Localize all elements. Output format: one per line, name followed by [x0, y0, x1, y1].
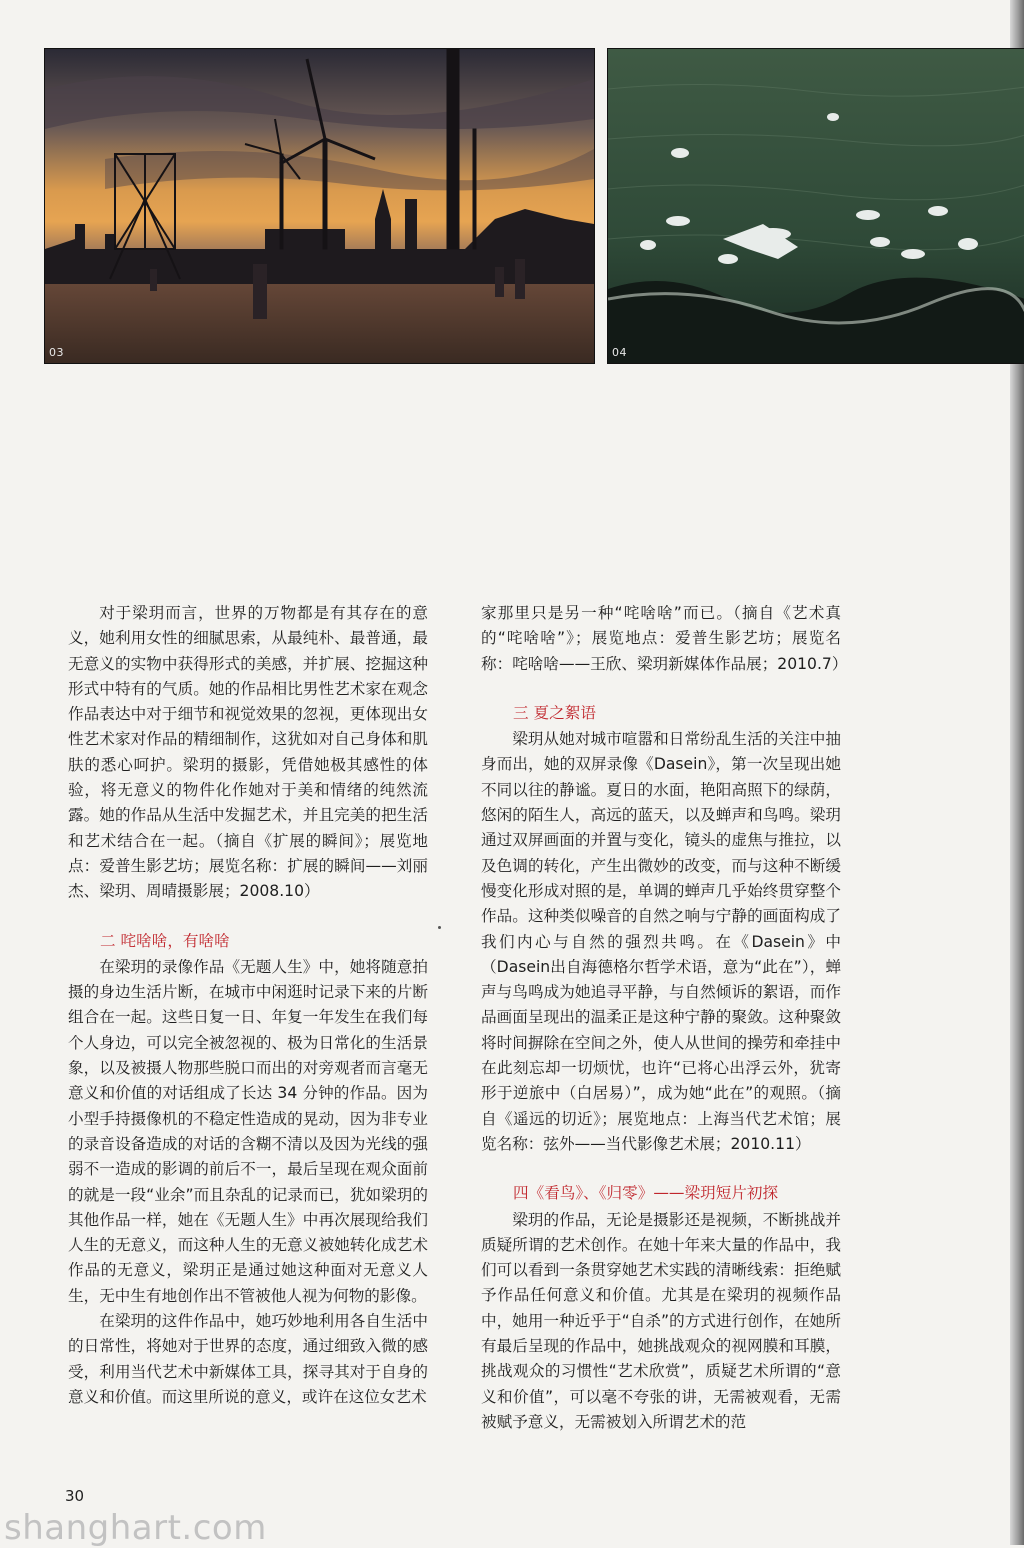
photo-amusement-park: [44, 48, 595, 364]
photo-seagulls: [607, 48, 1024, 364]
section-heading: 三 夏之絮语: [513, 703, 596, 722]
paragraph: 梁玥的作品，无论是摄影还是视频，不断挑战并质疑所谓的艺术创作。在她十年来大量的作品中，我们可以看到一条贯穿她艺术实践的清晰线索：拒绝赋予作品任何意义和价值。尤其是在梁玥的视频作品中，她用一种近乎于“自杀”的方式进行创作，在她所有最后呈现的作品中，她挑战观众的视网膜和耳膜，挑战观众的习惯性“艺术欣赏”，质疑艺术所谓的“意义和价值”，可以毫不夸张的讲，无需被观看，无需被赋予意义，无需被划入所谓艺术的范: [481, 1210, 841, 1431]
page-number: 30: [65, 1487, 85, 1505]
watermark: shanghart.com: [4, 1508, 267, 1548]
paragraph: 对于梁玥而言，世界的万物都是有其存在的意义，她利用女性的细腻思索，从最纯朴、最普通，最无意义的实物中获得形式的美感，并扩展、挖掘这种形式中特有的气质。她的作品相比男性艺术家在观念作品表达中对于细节和视觉效果的忽视，更体现出女性艺术家对作品的精细制作，这犹如对自己身体和肌肤的悉心呵护。梁玥的摄影，凭借她极其感性的体验，将无意义的物件化作她对于美和情绪的纯然流露。她的作品从生活中发掘艺术，并且完美的把生活和艺术结合在一起。（摘自《扩展的瞬间》；展览地点：爱普生影艺坊；展览名称：扩展的瞬间——刘丽杰、梁玥、周晴摄影展；2008.10）: [68, 604, 428, 901]
paragraph: 在梁玥的这件作品中，她巧妙地利用各自生活中的日常性，将她对于世界的态度，通过细致入微的感受，利用当代艺术中新媒体工具，探寻其对于自身的意义和价值。而这里所说的意义，或许在这位女艺术: [68, 1312, 428, 1406]
paragraph-continued: 家那里只是另一种“咤啥啥”而已。（摘自《艺术真的“咤啥啥”》；展览地点：爱普生影艺坊；展览名称：咤啥啥——王欣、梁玥新媒体作品展；2010.7）: [481, 604, 848, 673]
text-column-right: [481, 601, 848, 1435]
paragraph: 梁玥从她对城市喧嚣和日常纷乱生活的关注中抽身而出，她的双屏录像《Dasein》，第一次呈现出她不同以往的静谧。夏日的水面，艳阳高照下的绿荫，悠闲的陌生人，高远的蓝天，以及蝉声和鸟鸣。梁玥通过双屏画面的并置与变化，镜头的虚焦与推拉，以及色调的转化，产生出微妙的改变，而与这种不断缓慢变化形成对照的是，单调的蝉声几乎始终贯穿整个作品。这种类似噪音的自然之响与宁静的画面构成了我们内心与自然的强烈共鸣。在《Dasein》中（Dasein出自海德格尔哲学术语，意为“此在”），蝉声与鸟鸣成为她追寻平静，与自然倾诉的絮语，而作品画面呈现出的温柔正是这种宁静的聚敛。这种聚敛将时间摒除在空间之外，使人从世间的操劳和牵挂中在此刻忘却一切烦忧，也许“已将心出浮云外，犹寄形于逆旅中（白居易）”，成为她“此在”的观照。（摘自《遥远的切近》；展览地点：上海当代艺术馆；展览名称：弦外——当代影像艺术展；2010.11）: [481, 730, 841, 1153]
text-column-left: [68, 601, 428, 1410]
section-heading: 二 咤啥啥，有啥啥: [100, 931, 230, 950]
paragraph: 在梁玥的录像作品《无题人生》中，她将随意拍摄的身边生活片断，在城市中闲逛时记录下来的片断组合在一起。这些日复一日、年复一年发生在我们每个人身边，可以完全被忽视的、极为日常化的生活景象，以及被摄人物那些脱口而出的对旁观者而言毫无意义和价值的对话组成了长达 34 分钟的作品。因为小型手持摄像机的不稳定性造成的晃动，因为非专业的录音设备造成的对话的含糊不清以及因为光线的强弱不一造成的影调的前后不一，最后呈现在观众面前的就是一段“业余”而且杂乱的记录而已，犹如梁玥的其他作品一样，她在《无题人生》中再次展现给我们人生的无意义，而这种人生的无意义被她转化成艺术作品的无意义，梁玥正是通过她这种面对无意义人生，无中生有地创作出不管被他人视为何物的影像。: [68, 957, 428, 1305]
photo-number: 03: [49, 346, 64, 359]
section-heading: 四《看鸟》、《归零》——梁玥短片初探: [513, 1184, 779, 1203]
photo-number: 04: [612, 346, 627, 359]
print-speck: [438, 926, 441, 929]
